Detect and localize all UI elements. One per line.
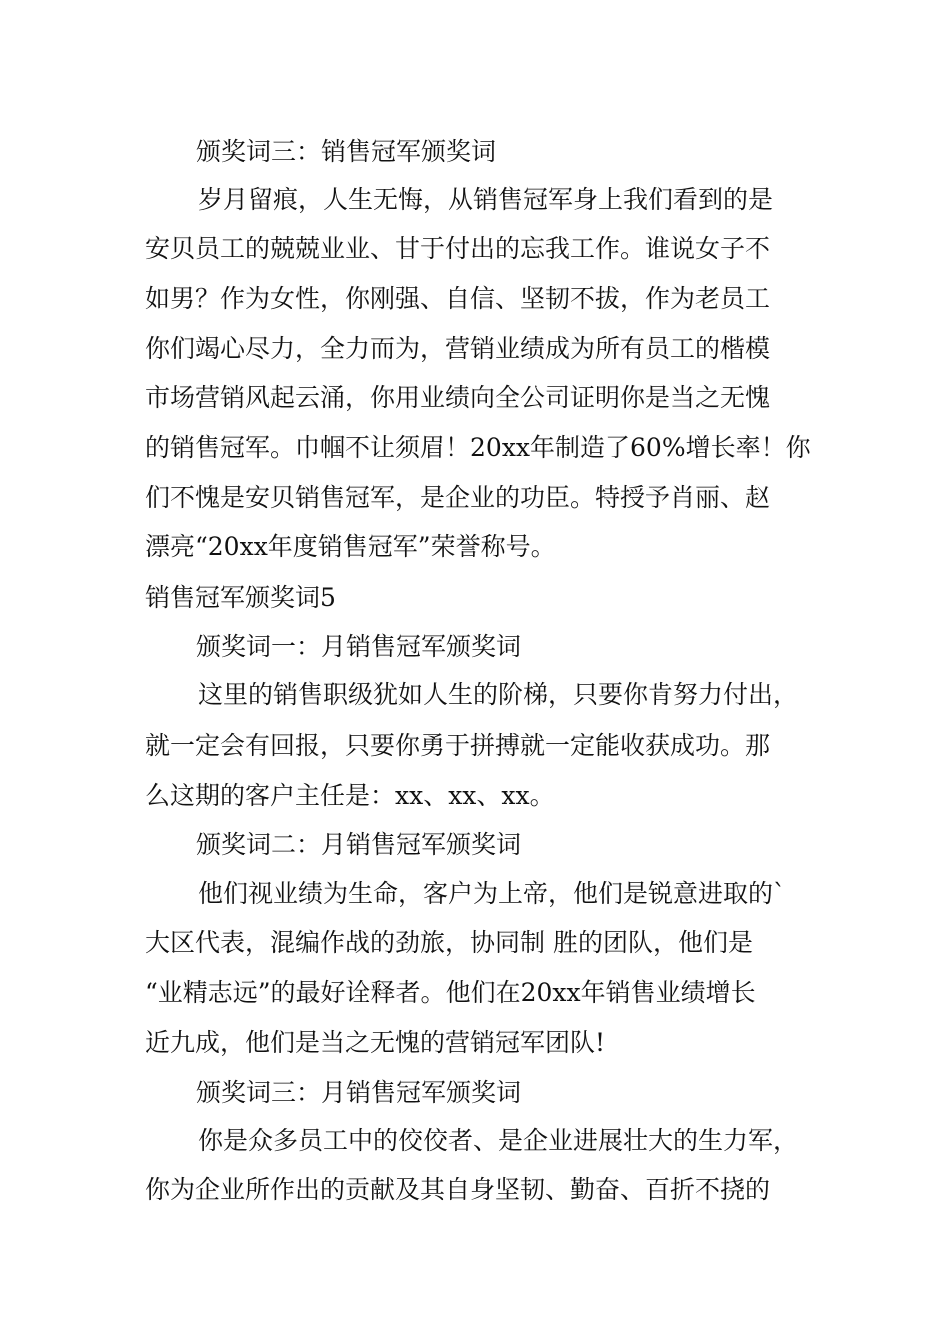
award-heading-3: 颁奖词三：销售冠军颁奖词 <box>196 137 497 166</box>
paragraph-line: 大区代表，混编作战的劲旅，协同制 胜的团队，他们是 <box>145 928 753 957</box>
paragraph-line: 市场营销风起云涌，你用业绩向全公司证明你是当之无愧 <box>145 383 771 412</box>
paragraph-line: 你是众多员工中的佼佼者、是企业进展壮大的生力军， <box>198 1126 799 1155</box>
paragraph-line: 么这期的客户主任是：xx、xx、xx。 <box>145 781 555 810</box>
paragraph-line: “业精志远”的最好诠释者。他们在20xx年销售业绩增长 <box>145 978 756 1007</box>
paragraph-line: 们不愧是安贝销售冠军，是企业的功臣。特授予肖丽、赵 <box>145 483 771 512</box>
paragraph-line: 你们竭心尽力，全力而为，营销业绩成为所有员工的楷模 <box>145 334 771 363</box>
award-heading-1: 颁奖词一：月销售冠军颁奖词 <box>196 632 522 661</box>
paragraph-line: 如男？作为女性，你刚强、自信、坚韧不拔，作为老员工 <box>145 284 771 313</box>
paragraph-line: 这里的销售职级犹如人生的阶梯，只要你肯努力付出， <box>198 680 799 709</box>
paragraph-line: 岁月留痕，人生无悔，从销售冠军身上我们看到的是 <box>198 185 774 214</box>
paragraph-line: 漂亮“20xx年度销售冠军”荣誉称号。 <box>145 532 556 561</box>
paragraph-line: 的销售冠军。巾帼不让须眉！20xx年制造了60%增长率！你 <box>145 433 811 462</box>
paragraph-line: 他们视业绩为生命，客户为上帝，他们是锐意进取的` <box>198 879 786 908</box>
paragraph-line: 就一定会有回报，只要你勇于拼搏就一定能收获成功。那 <box>145 731 771 760</box>
section-title: 销售冠军颁奖词5 <box>145 583 336 612</box>
award-heading-2: 颁奖词二：月销售冠军颁奖词 <box>196 830 522 859</box>
paragraph-line: 你为企业所作出的贡献及其自身坚韧、勤奋、百折不挠的 <box>145 1175 771 1204</box>
paragraph-line: 安贝员工的兢兢业业、甘于付出的忘我工作。谁说女子不 <box>145 234 771 263</box>
paragraph-line: 近九成，他们是当之无愧的营销冠军团队! <box>145 1028 606 1057</box>
award-heading-3b: 颁奖词三：月销售冠军颁奖词 <box>196 1078 522 1107</box>
